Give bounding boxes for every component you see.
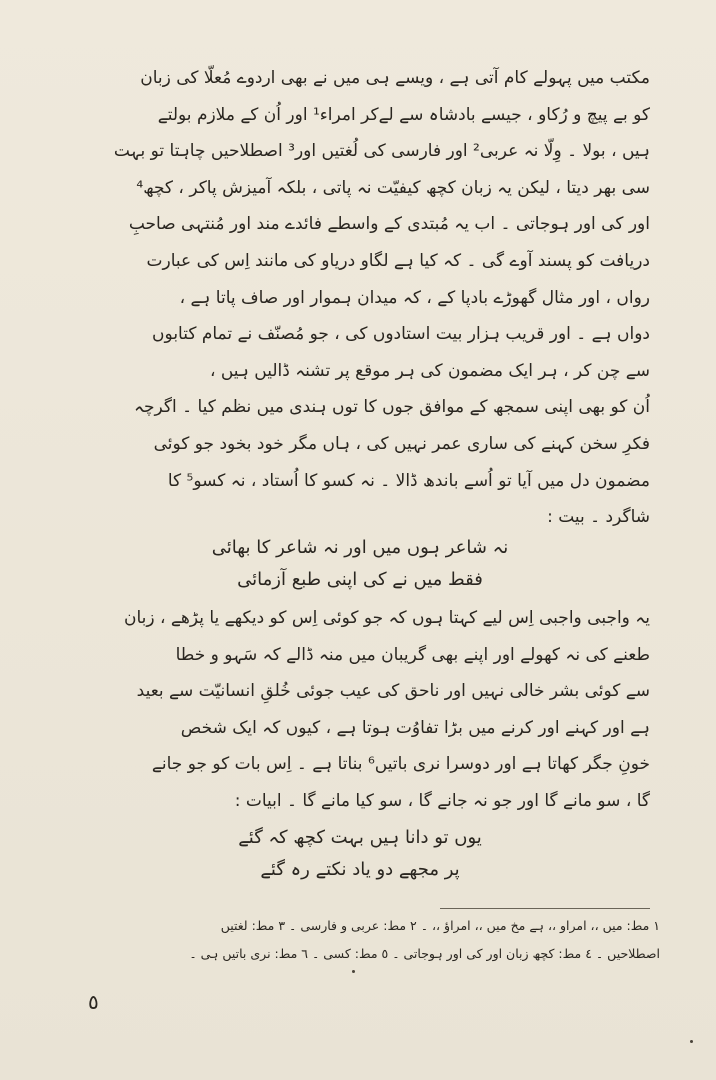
footnote-line: ١ مط: میں ،، امراو ،، ہے مخ میں ،، امراؤ ،، ۔ ٢ مط: عربی و فارسی ۔ ٣ مط: لغتیں <box>220 918 660 933</box>
body-line: اُن کو بھی اپنی سمجھ کے موافق جوں کا توں ہندی میں نظم کیا ۔ اگرچہ <box>134 397 650 418</box>
body-line: مکتب میں پہولے کام آتی ہے ، ویسے ہی میں نے بھی اردوے مُعلّا کی زبان <box>140 68 650 88</box>
body-line: سے کوئی بشر خالی نہیں اور ناحق کی عیب جوئی خُلقِ انسانیّت سے بعید <box>136 681 650 702</box>
body-line: گا ، سو مانے گا اور جو نہ جانے گا ، سو کیا مانے گا ۔ ابیات : <box>234 790 650 811</box>
body-line: طعنے کی نہ کھولے اور اپنے بھی گریبان میں منہ ڈالے کہ سَہو و خطا <box>175 644 650 665</box>
body-line: شاگرد ۔ بیت : <box>547 507 650 528</box>
body-line: ہیں ، بولا ۔ وِلّا نہ عربی² اور فارسی کی لُغتیں اور³ اصطلاحیں چاہتا تو بہت <box>113 141 650 162</box>
body-line: اور کی اور ہوجاتی ۔ اب یہ مُبتدی کے واسطے فائدے مند اور مُنتہی صاحبِ <box>128 214 650 235</box>
body-line: دواں ہے ۔ اور قریب ہزار بیت استادوں کی ، جو مُصنّف نے تمام کتابوں <box>152 324 650 345</box>
body-line: سی بھر دیتا ، لیکن یہ زبان کچھ کیفیّت نہ پاتی ، بلکہ آمیزش پاکر ، کچھ⁴ <box>136 177 650 198</box>
footnote-line: اصطلاحیں ۔ ٤ مط: کچھ زبان اور کی اور ہوجاتی ۔ ٥ مط: کسی ۔ ٦ مط: نری باتیں ہی ۔ <box>189 946 660 961</box>
footnotes <box>80 912 660 968</box>
body-line: خونِ جگر کھاتا ہے اور دوسرا نری باتیں⁶ بناتا ہے ۔ اِس بات کو جو جانے <box>151 754 650 775</box>
page-number: ٥ <box>88 990 99 1014</box>
verse-line: یوں تو دانا ہیں بہت کچھ کہ گئے <box>238 827 482 848</box>
body-line: یہ واجبی واجبی اِس لیے کہتا ہوں کہ جو کوئی اِس کو دیکھے یا پڑھے ، زبان <box>124 608 650 628</box>
body-text-section-2 <box>70 600 650 820</box>
verse-couplet-2 <box>70 822 650 886</box>
verse-line: نہ شاعر ہوں میں اور نہ شاعر کا بھائی <box>211 537 509 558</box>
body-line: دریافت کو پسند آوے گی ۔ کہ کیا ہے لگاو دریاو کی مانند اِس کی عبارت <box>146 250 650 271</box>
body-line: کو بے پیچ و رُکاو ، جیسے بادشاہ سے لےکر امراء¹ اور اُن کے ملازم بولتے <box>157 104 650 125</box>
print-speck <box>690 1040 693 1043</box>
body-line: مضمون دل میں آیا تو اُسے باندھ ڈالا ۔ نہ کسو کا اُستاد ، نہ کسو⁵ کا <box>167 470 650 491</box>
body-line: فکرِ سخن کہنے کی ساری عمر نہیں کی ، ہاں مگر خود بخود جو کوئی <box>153 433 650 454</box>
body-text-section-1 <box>70 60 650 536</box>
body-line: سے چن کر ، ہر ایک مضمون کی ہر موقع پر تشنہ ڈالیں ہیں ، <box>209 360 650 381</box>
footnote-divider <box>440 908 650 909</box>
print-speck <box>352 970 355 973</box>
body-line: ہے اور کہنے اور کرنے میں بڑا تفاوُت ہوتا ہے ، کیوں کہ ایک شخص <box>180 717 650 738</box>
verse-line: پر مجھے دو یاد نکتے رہ گئے <box>260 859 460 880</box>
verse-line: فقط میں نے کی اپنی طبع آزمائی <box>237 569 483 590</box>
verse-couplet-1 <box>70 532 650 596</box>
body-line: رواں ، اور مثال گھوڑے بادپا کے ، کہ میدان ہموار اور صاف پاتا ہے ، <box>179 287 650 308</box>
